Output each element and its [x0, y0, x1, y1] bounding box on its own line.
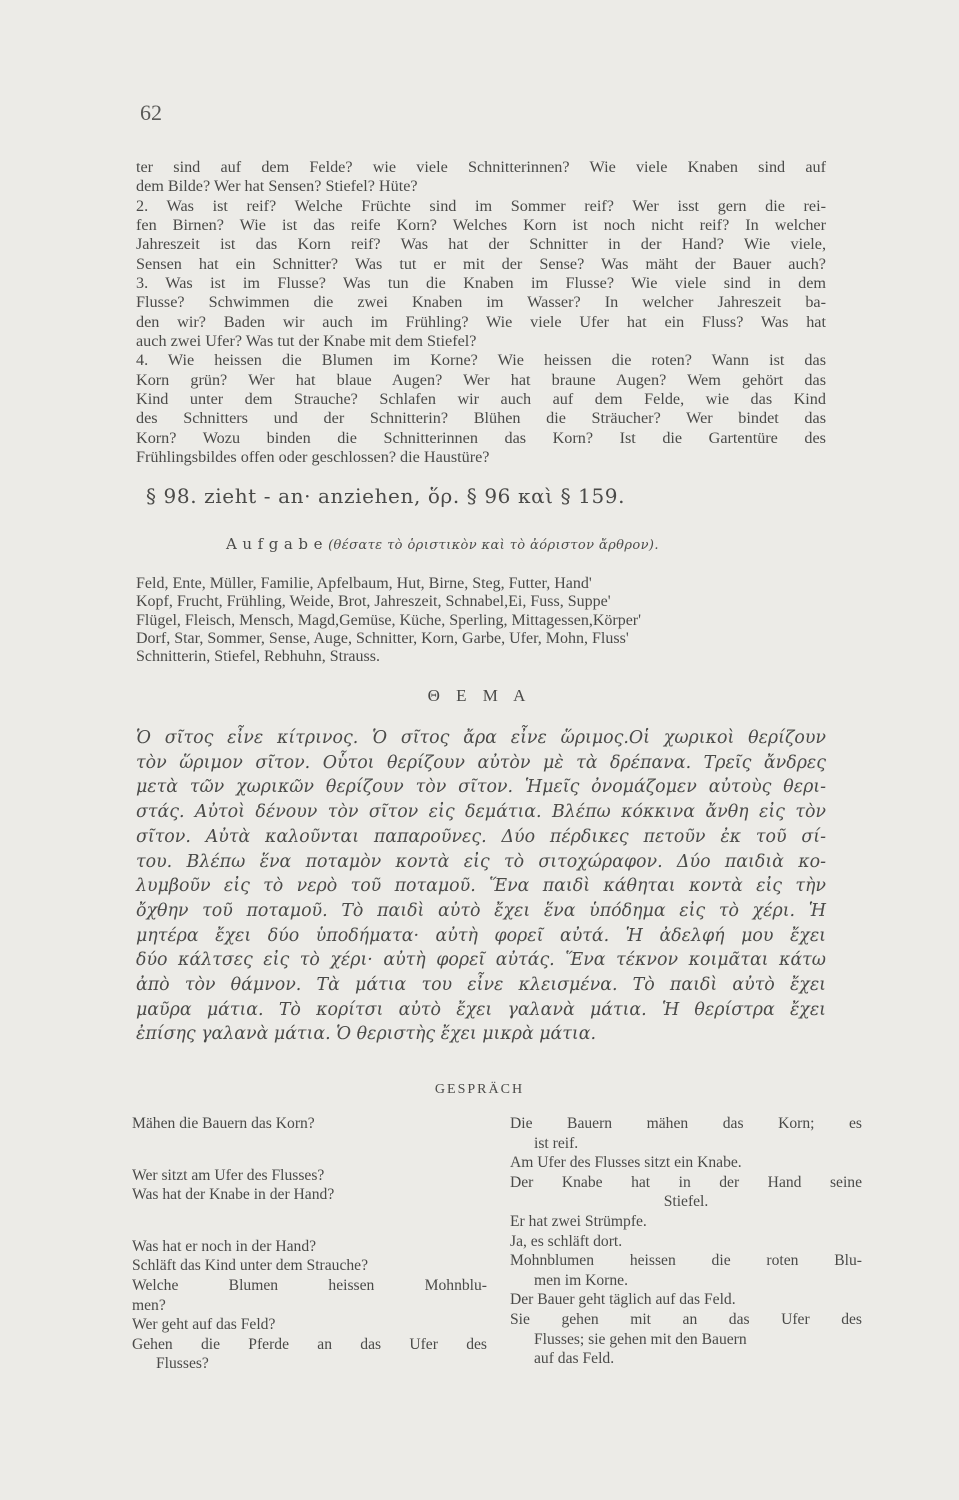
dialog-answer: Er hat zwei Strümpfe. — [510, 1212, 647, 1230]
dialog-question: Welche Blumen heissen Mohnblu- — [132, 1276, 487, 1294]
word-line: Kopf, Frucht, Frühling, Weide, Brot, Jahreszeit, Schnabel,Ei, Fuss, Suppe' — [136, 593, 611, 611]
dialog-answer: Mohnblumen heissen die roten Blu- — [510, 1252, 862, 1270]
page-number: 62 — [140, 100, 162, 125]
dialog-question: Wer sitzt am Ufer des Flusses? — [132, 1166, 325, 1184]
dialog-answer: Der Bauer geht täglich auf das Feld. — [510, 1291, 736, 1309]
question-paragraphs — [136, 158, 826, 468]
text-line: den wir? Baden wir auch im Frühling? Wie viele Ufer hat ein Fluss? Was hat — [136, 312, 826, 331]
greek-line: ἀπὸ τὸν θάμνον. Τὰ μάτια του εἶνε κλεισμένα. Τὸ παιδὶ αὐτὸ ἔχει — [136, 975, 826, 996]
dialog-question: Was hat er noch in der Hand? — [132, 1237, 317, 1255]
dialog-questions — [132, 1114, 487, 1374]
greek-line: τὸν ὥριμον σῖτον. Οὗτοι θερίζουν αὐτὸν μὲ τὰ δρέπανα. Τρεῖς ἄνδρες — [136, 752, 826, 773]
text-line: Frühlingsbildes offen oder geschlossen? die Haustüre? — [136, 448, 490, 467]
text-line: 3. Was ist im Flusse? Was tun die Knaben im Flusse? Wie viele sind in dem — [136, 274, 826, 293]
greek-line: στάς. Αὐτοὶ δένουν τὸν σῖτον εἰς δεμάτια. Βλέπω κόκκινα ἄνθη εἰς τὸν — [136, 802, 826, 823]
greek-line: μαῦρα μάτια. Τὸ κορίτσι αὐτὸ ἔχει γαλανὰ μάτια. Ἡ θερίστρα ἔχει — [136, 999, 826, 1020]
text-line: des Schnitters und der Schnitterin? Blühen die Sträucher? Wer bindet das — [136, 409, 826, 428]
thema-heading: Θ Ε Μ Α — [427, 686, 532, 705]
text-line: dem Bilde? Wer hat Sensen? Stiefel? Hüte? — [136, 177, 418, 196]
section-heading: § 98. zieht - an· anziehen, ὅρ. § 96 καὶ § 159. — [146, 484, 626, 508]
greek-line: του. Βλέπω ἕνα ποταμὸν κοντὰ εἰς τὸ σιτοχώραφον. Δύο παιδιὰ κο- — [136, 851, 826, 872]
dialog-answer: men im Korne. — [534, 1271, 628, 1289]
greek-line: μητέρα ἔχει δύο ὑποδήματα· αὐτὴ φορεῖ αὐτά. Ἡ ἀδελφή μου ἔχει — [136, 925, 826, 946]
dialog-question: men? — [132, 1296, 166, 1314]
greek-line: ἐπίσης γαλανὰ μάτια. Ὁ θεριστὴς ἔχει μικρὰ μάτια. — [136, 1024, 596, 1045]
text-line: 2. Was ist reif? Welche Früchte sind im Sommer reif? Wer isst gern die rei- — [136, 196, 826, 215]
text-line: Jahreszeit ist das Korn reif? Was hat der Schnitter in der Hand? Wie viele, — [136, 235, 826, 254]
dialog-answer: Sie gehen mit an das Ufer des — [510, 1310, 862, 1328]
dialog-answer: Flusses; sie gehen mit den Bauern — [534, 1330, 747, 1348]
dialog-question: Gehen die Pferde an das Ufer des — [132, 1335, 487, 1353]
greek-line: Ὁ σῖτος εἶνε κίτρινος. Ὁ σῖτος ἄρα εἶνε ὥριμος.Οἱ χωρικοὶ θερίζουν — [136, 728, 826, 748]
exercise-label: A u f g a b e — [226, 535, 323, 553]
text-line: Korn? Wozu binden die Schnitterinnen das Korn? Ist die Gartentüre des — [136, 428, 826, 447]
dialog-answer: Am Ufer des Flusses sitzt ein Knabe. — [510, 1154, 742, 1172]
word-list — [136, 575, 826, 666]
word-line: Schnitterin, Stiefel, Rebhuhn, Strauss. — [136, 648, 380, 666]
dialog-question: Was hat der Knabe in der Hand? — [132, 1186, 335, 1204]
greek-line: λυμβοῦν εἰς τὸ νερὸ τοῦ ποταμοῦ. Ἕνα παιδὶ κάθηται κοντὰ εἰς τὴν — [136, 876, 826, 897]
dialog-question: Flusses? — [156, 1355, 209, 1373]
dialog-answer: Der Knabe hat in der Hand seine — [510, 1173, 862, 1191]
exercise-instruction: (θέσατε τὸ ὁριστικὸν καὶ τὸ ἀόριστον ἄρθρον). — [328, 538, 659, 553]
text-line: auch zwei Ufer? Was tut der Knabe mit dem Stiefel? — [136, 332, 477, 351]
text-line: Sensen hat ein Schnitter? Was tut er mit der Sense? Was mäht der Bauer auch? — [136, 254, 826, 273]
word-line: Flügel, Fleisch, Mensch, Magd,Gemüse, Küche, Sperling, Mittagessen,Körper' — [136, 611, 642, 629]
greek-line: μετὰ τῶν χωρικῶν θερίζουν τὸν σῖτον. Ἡμεῖς ὀνομάζομεν αὐτοὺς θερι- — [136, 777, 826, 798]
exercise-heading — [226, 535, 659, 553]
dialog-answers — [510, 1114, 862, 1369]
greek-line: δύο κάλτσες εἰς τὸ χέρι· αὐτὴ φορεῖ αὐτάς. Ἕνα τέκνον κοιμᾶται κάτω — [136, 950, 826, 971]
text-line: Kind unter dem Strauche? Schlafen wir auch auf dem Felde, wie das Kind — [136, 390, 826, 409]
text-line: Korn grün? Wer hat blaue Augen? Wer hat braune Augen? Wem gehört das — [136, 370, 826, 389]
text-line: 4. Wie heissen die Blumen im Korne? Wie heissen die roten? Wann ist das — [136, 351, 826, 370]
dialog-answer: Stiefel. — [663, 1193, 709, 1211]
dialog-answer: Ja, es schläft dort. — [510, 1232, 623, 1250]
word-line: Dorf, Star, Sommer, Sense, Auge, Schnitter, Korn, Garbe, Ufer, Mohn, Fluss' — [136, 629, 629, 647]
dialog-answer: Die Bauern mähen das Korn; es — [510, 1115, 862, 1132]
word-line: Feld, Ente, Müller, Familie, Apfelbaum, Hut, Birne, Steg, Futter, Hand' — [136, 575, 592, 592]
gesprach-heading: GESPRÄCH — [434, 1082, 525, 1097]
greek-line: σῖτον. Αὐτὰ καλοῦνται παπαροῦνες. Δύο πέρδικες πετοῦν ἐκ τοῦ σί- — [136, 826, 826, 847]
dialog-question: Wer geht auf das Feld? — [132, 1316, 276, 1334]
greek-line: ὄχθην τοῦ ποταμοῦ. Τὸ παιδὶ αὐτὸ ἔχει ἕνα ὑπόδημα εἰς τὸ χέρι. Ἡ — [136, 900, 826, 921]
text-line: fen Birnen? Wie ist das reife Korn? Welches Korn ist noch nicht reif? In welcher — [136, 216, 826, 235]
text-line: Flusse? Schwimmen die zwei Knaben im Wasser? In welcher Jahreszeit ba- — [136, 293, 826, 312]
dialog-question: Schläft das Kind unter dem Strauche? — [132, 1257, 369, 1275]
dialog-answer: auf das Feld. — [534, 1350, 615, 1368]
greek-passage — [136, 726, 826, 1047]
dialog-question: Mähen die Bauern das Korn? — [132, 1115, 315, 1132]
dialog-answer: ist reif. — [534, 1134, 579, 1152]
text-line: ter sind auf dem Felde? wie viele Schnitterinnen? Wie viele Knaben sind auf — [136, 158, 826, 176]
